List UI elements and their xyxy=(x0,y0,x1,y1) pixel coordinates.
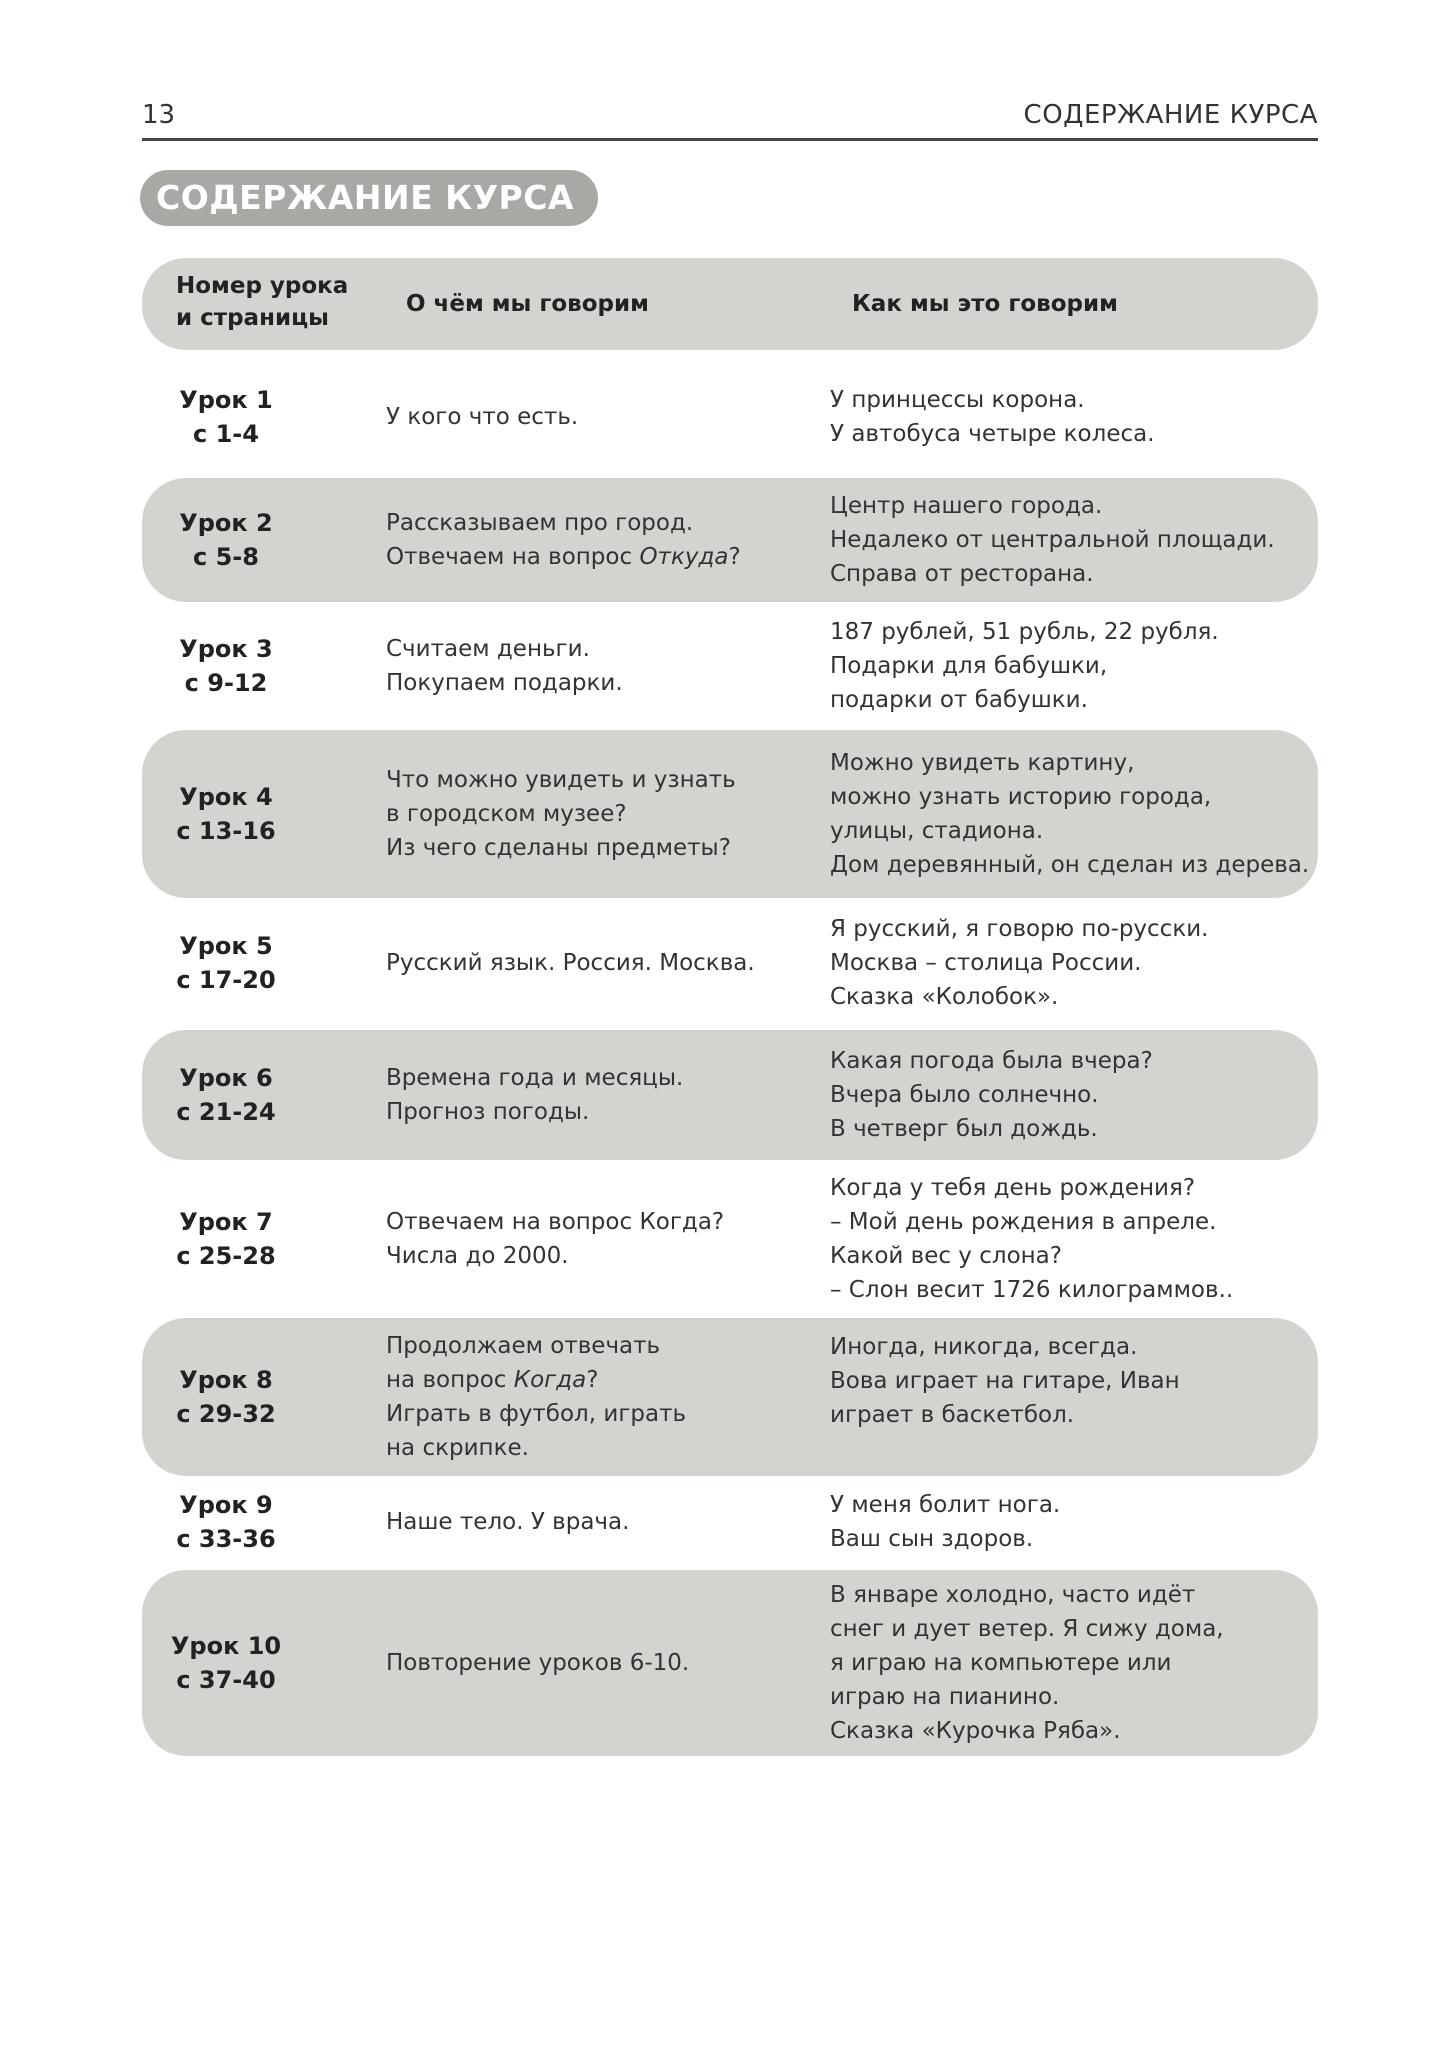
expressions-cell: Я русский, я говорю по-русски. Москва – столица России. Сказка «Колобок». xyxy=(830,916,1209,1010)
expressions-cell: У меня болит нога. Ваш сын здоров. xyxy=(830,1492,1061,1552)
expressions-cell: Можно увидеть картину, можно узнать историю города, улицы, стадиона. Дом деревянный, он сделан из дерева. xyxy=(830,750,1310,878)
lesson-cell: Урок 5 с 17-20 xyxy=(176,932,276,994)
table-row xyxy=(142,358,1318,476)
lesson-cell: Урок 1 с 1-4 xyxy=(179,386,273,448)
topic-cell: Русский язык. Россия. Москва. xyxy=(386,950,755,976)
lesson-cell: Урок 8 с 29-32 xyxy=(176,1366,276,1428)
lesson-cell: Урок 4 с 13-16 xyxy=(176,783,276,845)
column-header-topic: О чём мы говорим xyxy=(406,291,649,317)
expressions-cell: Иногда, никогда, всегда. Вова играет на гитаре, Иван играет в баскетбол. xyxy=(830,1334,1180,1428)
topic-cell: Считаем деньги. Покупаем подарки. xyxy=(386,636,623,696)
running-title: СОДЕРЖАНИЕ КУРСА xyxy=(1023,100,1318,130)
lesson-cell: Урок 3 с 9-12 xyxy=(179,635,273,697)
topic-cell: Отвечаем на вопрос Когда? Числа до 2000. xyxy=(386,1209,725,1269)
table-header xyxy=(142,258,1318,350)
expressions-cell: В январе холодно, часто идёт снег и дует ветер. Я сижу дома, я играю на компьютере или играю на пианино. Сказка «Курочка Ряба». xyxy=(830,1582,1224,1744)
lesson-cell: Урок 7 с 25-28 xyxy=(176,1208,276,1270)
topic-cell: Продолжаем отвечать на вопрос Когда? Играть в футбол, играть на скрипке. xyxy=(386,1333,687,1461)
lesson-cell: Урок 2 с 5-8 xyxy=(179,509,273,571)
table-row xyxy=(142,730,1318,898)
table-row xyxy=(142,1162,1318,1316)
topic-cell: У кого что есть. xyxy=(386,404,579,430)
table-row xyxy=(142,1570,1318,1756)
topic-cell: Времена года и месяцы. Прогноз погоды. xyxy=(386,1065,684,1125)
column-header-lesson: Номер урока и страницы xyxy=(176,273,349,331)
topic-cell: Повторение уроков 6-10. xyxy=(386,1650,690,1676)
table-row xyxy=(142,900,1318,1026)
topic-cell: Рассказываем про город. Отвечаем на вопрос Откуда? xyxy=(386,510,741,570)
lesson-cell: Урок 6 с 21-24 xyxy=(176,1064,276,1126)
expressions-cell: У принцессы корона. У автобуса четыре колеса. xyxy=(830,387,1155,447)
topic-cell: Наше тело. У врача. xyxy=(386,1509,630,1535)
lesson-cell: Урок 10 с 37-40 xyxy=(170,1632,282,1694)
table-row xyxy=(142,1030,1318,1160)
table-row xyxy=(142,1478,1318,1566)
lesson-cell: Урок 9 с 33-36 xyxy=(176,1491,276,1553)
page-number: 13 xyxy=(142,100,176,130)
column-header-expressions: Как мы это говорим xyxy=(852,291,1118,317)
expressions-cell: Когда у тебя день рождения? – Мой день рождения в апреле. Какой вес у слона? – Слон весит 1726 килограммов.. xyxy=(830,1175,1234,1303)
topic-cell: Что можно увидеть и узнать в городском музее? Из чего сделаны предметы? xyxy=(386,767,736,861)
table-row xyxy=(142,604,1318,728)
expressions-cell: 187 рублей, 51 рубль, 22 рубля. Подарки для бабушки, подарки от бабушки. xyxy=(830,619,1219,713)
page-header xyxy=(142,96,1318,141)
table-row xyxy=(142,1318,1318,1476)
table-row xyxy=(142,478,1318,602)
expressions-cell: Центр нашего города. Недалеко от центральной площади. Справа от ресторана. xyxy=(830,493,1275,587)
section-title: СОДЕРЖАНИЕ КУРСА xyxy=(140,170,598,226)
expressions-cell: Какая погода была вчера? Вчера было солнечно. В четверг был дождь. xyxy=(830,1048,1153,1142)
